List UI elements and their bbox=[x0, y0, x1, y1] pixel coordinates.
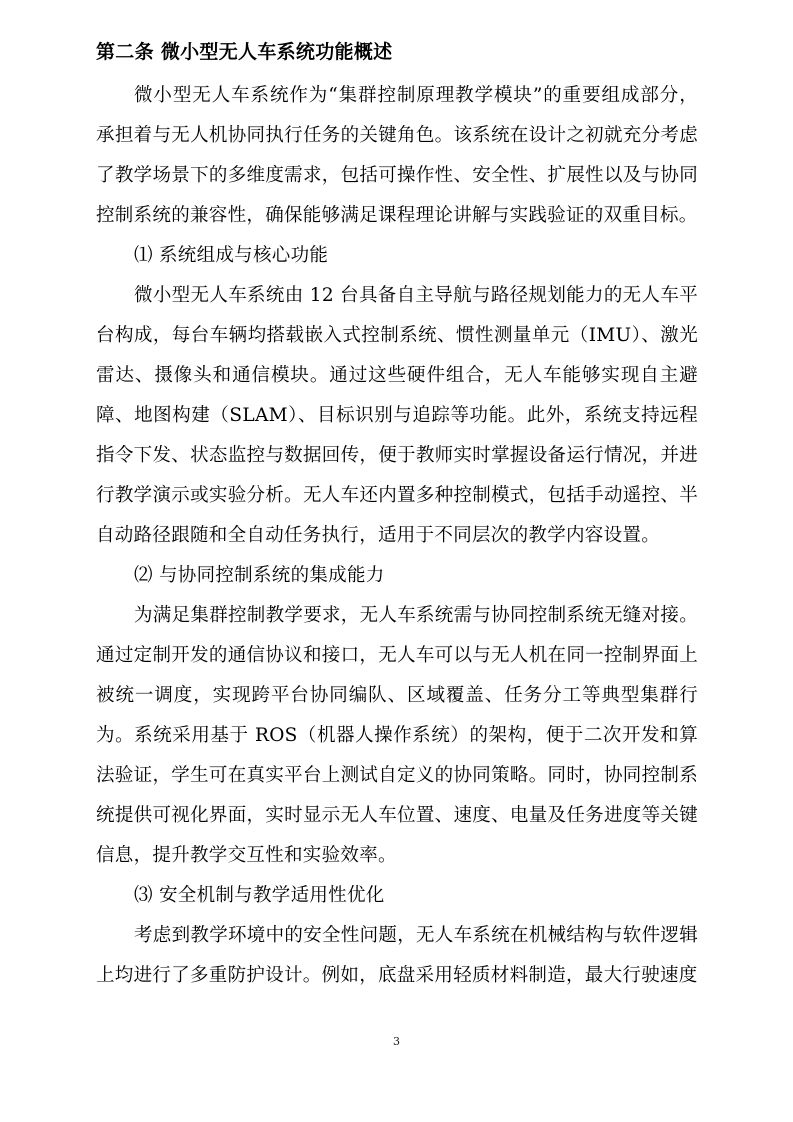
section-2-paragraph: 为满足集群控制教学要求，无人车系统需与协同控制系统无缝对接。通过定制开发的通信协议和接口，无人车可以与无人机在同一控制界面上被统一调度，实现跨平台协同编队、区域覆盖、任务分工等典型集群行为。系统采用基于 ROS（机器人操作系统）的架构，便于二次开发和算法验证，学生可在真实平台上测试自定义的协同策略。同时，协同控制系统提供可视化界面，实时显示无人车位置、速度、电量及任务进度等关键信息，提升教学交互性和实验效率。 bbox=[96, 605, 699, 866]
section-3-title: ⑶ 安全机制与教学适用性优化 bbox=[134, 885, 385, 906]
section-1-title: ⑴ 系统组成与核心功能 bbox=[134, 245, 329, 266]
document-body bbox=[96, 28, 698, 996]
section-3-paragraph: 考虑到教学环境中的安全性问题，无人车系统在机械结构与软件逻辑上均进行了多重防护设计。例如，底盘采用轻质材料制造，最大行驶速度 bbox=[96, 925, 699, 986]
section-2-title: ⑵ 与协同控制系统的集成能力 bbox=[134, 565, 385, 586]
intro-paragraph: 微小型无人车系统作为“集群控制原理教学模块”的重要组成部分，承担着与无人机协同执行任务的关键角色。该系统在设计之初就充分考虑了教学场景下的多维度需求，包括可操作性、安全性、扩展性以及与协同控制系统的兼容性，确保能够满足课程理论讲解与实践验证的双重目标。 bbox=[96, 85, 698, 226]
article-heading: 第二条 微小型无人车系统功能概述 bbox=[96, 41, 393, 63]
page-number: 3 bbox=[393, 1035, 400, 1048]
section-1-paragraph: 微小型无人车系统由 12 台具备自主导航与路径规划能力的无人车平台构成，每台车辆均搭载嵌入式控制系统、惯性测量单元（IMU）、激光雷达、摄像头和通信模块。通过这些硬件组合，无人车能够实现自主避障、地图构建（SLAM）、目标识别与追踪等功能。此外，系统支持远程指令下发、状态监控与数据回传，便于教师实时掌握设备运行情况，并进行教学演示或实验分析。无人车还内置多种控制模式，包括手动遥控、半自动路径跟随和全自动任务执行，适用于不同层次的教学内容设置。 bbox=[96, 285, 698, 546]
